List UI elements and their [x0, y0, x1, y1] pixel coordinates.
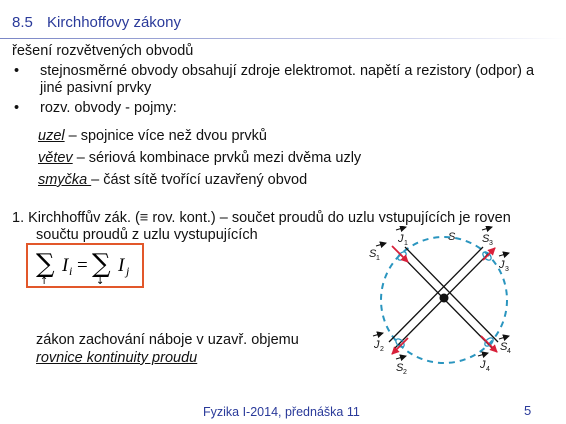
bullet-item	[12, 63, 560, 97]
label-j3: J	[499, 259, 505, 271]
normal-arrow-s4	[499, 336, 509, 339]
subtitle: řešení rozvětvených obvodů	[12, 43, 194, 59]
label-j4-sub: 4	[486, 366, 490, 373]
label-s2: S	[396, 362, 404, 374]
label-j1-sub: 1	[404, 240, 408, 247]
term-row	[38, 147, 361, 169]
term-word: smyčka	[38, 172, 92, 188]
title-text: Kirchhoffovy zákony	[47, 14, 181, 31]
arrow-down-icon: ↓	[96, 276, 105, 286]
current-var: I	[62, 255, 69, 276]
section-number: 8.5	[12, 14, 33, 31]
slide-title	[12, 14, 181, 31]
node-diagram	[362, 226, 532, 376]
term-definition: – část sítě tvořící uzavřený obvod	[91, 172, 308, 188]
normal-arrow-j1	[396, 227, 406, 230]
bullet-text: stejnosměrné obvody obsahují zdroje elektromot. napětí a rezistory (odpor) a jiné pasivní prvky	[40, 63, 535, 96]
bullet-list	[12, 63, 560, 117]
label-j1: J	[398, 233, 404, 245]
term-definition: – spojnice více než dvou prvků	[64, 128, 267, 144]
current-subscript: j	[126, 264, 130, 278]
formula-svg	[28, 245, 142, 286]
equals-sign: =	[77, 255, 88, 276]
bullet-text: rozv. obvody - pojmy:	[40, 100, 177, 116]
law-line: 1. Kirchhoffův zák. (≡ rov. kont.) – součet proudů do uzlu vstupujících je roven	[12, 210, 511, 226]
page-number: 5	[524, 403, 532, 418]
term-definition: – sériová kombinace prvků mezi dvěma uzly	[72, 150, 362, 166]
formula-box	[26, 243, 144, 288]
normal-arrow-j2	[373, 333, 383, 336]
label-j4: J	[480, 359, 486, 371]
law-line: součtu proudů z uzlu vystupujících	[36, 227, 258, 243]
normal-arrow-j4	[478, 353, 488, 356]
term-row	[38, 125, 361, 147]
label-j2-sub: 2	[380, 346, 384, 353]
label-s3-sub: 3	[489, 240, 493, 247]
term-word: větev	[38, 150, 73, 166]
label-s1-sub: 1	[376, 255, 380, 262]
label-s1: S	[369, 248, 377, 260]
label-s2-sub: 2	[403, 369, 407, 376]
term-word: uzel	[38, 128, 65, 144]
normal-arrow-s1	[376, 243, 386, 246]
bullet-dot: •	[14, 63, 20, 79]
sum-symbol: ∑	[36, 249, 55, 279]
footer-text: Fyzika I-2014, přednáška 11	[203, 405, 360, 419]
title-divider	[0, 38, 566, 39]
label-j2: J	[374, 339, 380, 351]
label-j3-sub: 3	[505, 266, 509, 273]
arrow-up-icon: ↑	[40, 276, 49, 286]
current-subscript: i	[69, 264, 73, 278]
wire-diagonal-2	[389, 247, 489, 348]
term-row	[38, 169, 361, 191]
label-s3: S	[482, 233, 490, 245]
normal-arrow-s3	[482, 227, 492, 230]
bullet-dot: •	[14, 100, 20, 116]
term-list	[38, 125, 361, 191]
junction-node	[440, 294, 449, 303]
label-s4-sub: 4	[507, 348, 511, 355]
normal-arrow-s2	[396, 356, 406, 359]
normal-arrow-j3	[499, 253, 509, 256]
wire-diagonal-1	[399, 247, 498, 348]
conservation-line: zákon zachování náboje v uzavř. objemu	[36, 332, 299, 348]
label-s4: S	[500, 341, 508, 353]
conservation-note	[36, 331, 299, 367]
sum-symbol: ∑	[92, 249, 111, 279]
wire-cross-section	[483, 336, 494, 347]
current-arrow-j3	[483, 248, 495, 260]
current-var: I	[118, 255, 125, 276]
label-surface: S	[448, 231, 456, 243]
bullet-item	[12, 100, 560, 117]
continuity-equation-label: rovnice kontinuity proudu	[36, 350, 198, 366]
